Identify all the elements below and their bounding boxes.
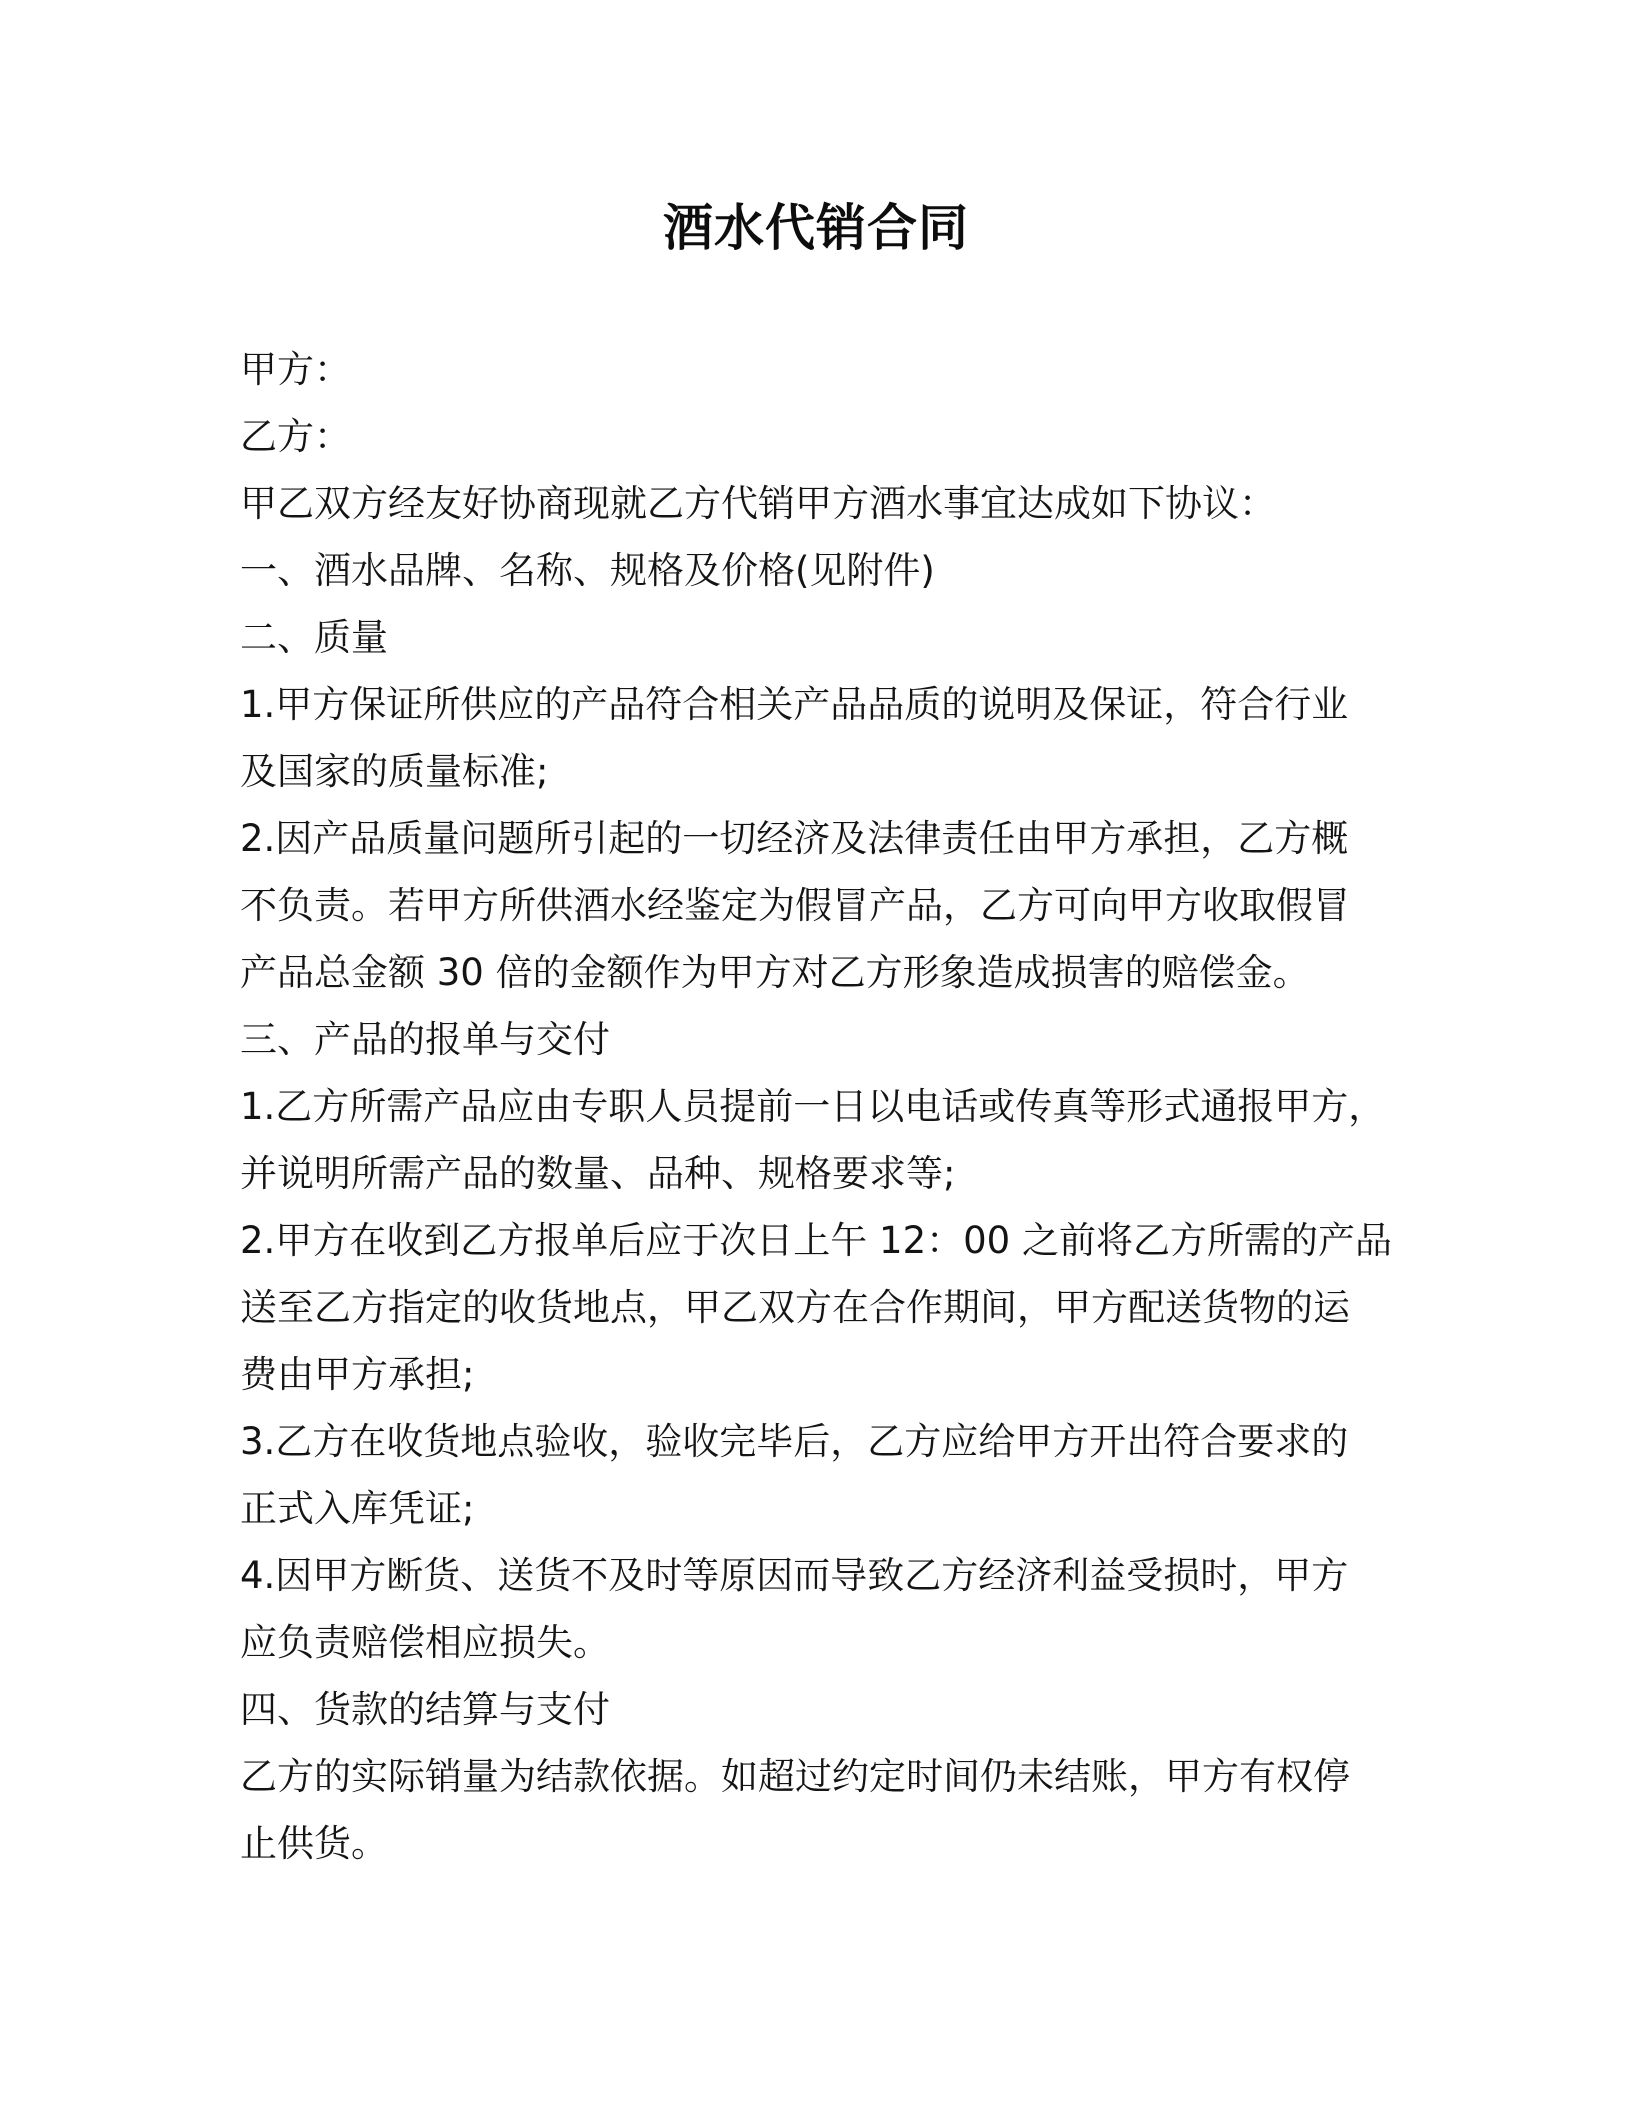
section-heading-2: 二、质量 xyxy=(240,616,388,659)
party-b-line: 乙方： xyxy=(240,415,351,458)
section-heading-3: 三、产品的报单与交付 xyxy=(240,1018,610,1061)
document-title: 酒水代销合同 xyxy=(663,199,969,257)
party-a-line: 甲方： xyxy=(240,348,351,391)
clause-line: 并说明所需产品的数量、品种、规格要求等; xyxy=(240,1152,956,1195)
clause-line: 1.甲方保证所供应的产品符合相关产品品质的说明及保证，符合行业 xyxy=(240,683,1349,726)
clause-line: 及国家的质量标准; xyxy=(240,750,549,793)
clause-line: 止供货。 xyxy=(240,1822,388,1865)
section-heading-4: 四、货款的结算与支付 xyxy=(240,1688,610,1731)
clause-line: 产品总金额 30 倍的金额作为甲方对乙方形象造成损害的赔偿金。 xyxy=(240,951,1310,994)
clause-line: 不负责。若甲方所供酒水经鉴定为假冒产品，乙方可向甲方收取假冒 xyxy=(240,884,1350,927)
clause-line: 正式入库凭证; xyxy=(240,1487,475,1530)
document-body xyxy=(240,336,1400,1877)
clause-line: 2.因产品质量问题所引起的一切经济及法律责任由甲方承担，乙方概 xyxy=(240,817,1349,860)
clause-line: 费由甲方承担; xyxy=(240,1353,475,1396)
clause-line: 1.乙方所需产品应由专职人员提前一日以电话或传真等形式通报甲方， xyxy=(240,1085,1386,1128)
section-heading-1: 一、酒水品牌、名称、规格及价格(见附件) xyxy=(240,549,935,592)
clause-line: 2.甲方在收到乙方报单后应于次日上午 12：00 之前将乙方所需的产品 xyxy=(240,1219,1392,1262)
clause-line: 应负责赔偿相应损失。 xyxy=(240,1621,610,1664)
clause-line: 送至乙方指定的收货地点，甲乙双方在合作期间，甲方配送货物的运 xyxy=(240,1286,1350,1329)
clause-line: 4.因甲方断货、送货不及时等原因而导致乙方经济利益受损时，甲方 xyxy=(240,1554,1349,1597)
clause-line: 3.乙方在收货地点验收，验收完毕后，乙方应给甲方开出符合要求的 xyxy=(240,1420,1349,1463)
clause-line: 乙方的实际销量为结款依据。如超过约定时间仍未结账，甲方有权停 xyxy=(240,1755,1350,1798)
preamble-line: 甲乙双方经友好协商现就乙方代销甲方酒水事宜达成如下协议： xyxy=(240,482,1276,525)
